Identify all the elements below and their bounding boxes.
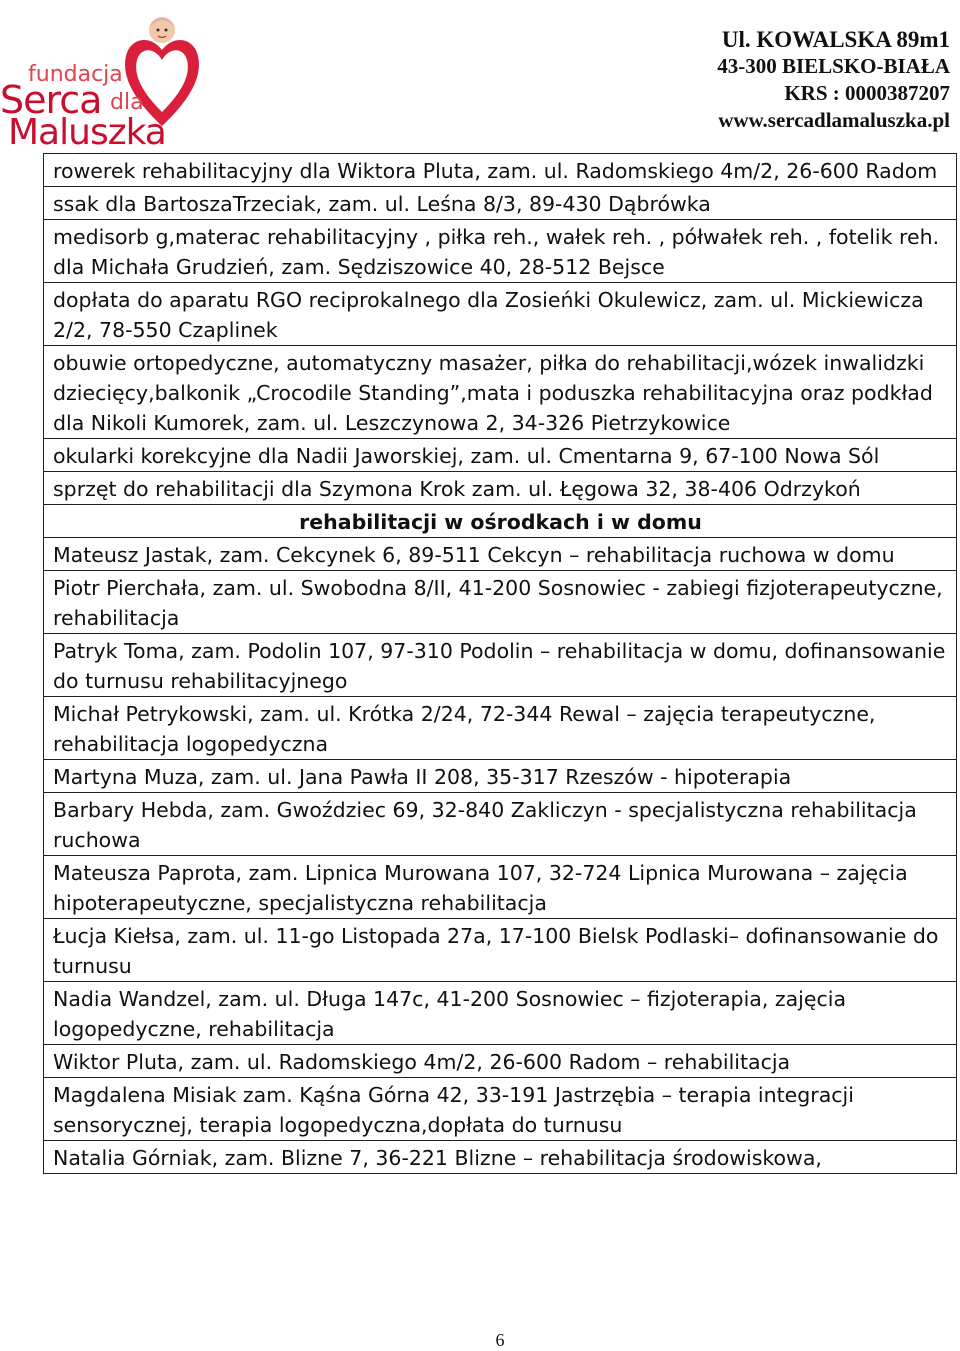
table-cell: ssak dla BartoszaTrzeciak, zam. ul. Leśna 8/3, 89-430 Dąbrówka [44,187,957,220]
table-cell: Michał Petrykowski, zam. ul. Krótka 2/24, 72-344 Rewal – zajęcia terapeutyczne, rehabilitacja logopedyczna [44,697,957,760]
table-cell: Magdalena Misiak zam. Kąśna Górna 42, 33-191 Jastrzębia – terapia integracji sensorycznej, terapia logopedyczna,dopłata do turnusu [44,1078,957,1141]
table-row [44,439,957,472]
logo-word-serca: Serca [0,78,102,122]
table-row [44,1078,957,1141]
table-row [44,982,957,1045]
table-cell: Patryk Toma, zam. Podolin 107, 97-310 Podolin – rehabilitacja w domu, dofinansowanie do turnusu rehabilitacyjnego [44,634,957,697]
table-row [44,472,957,505]
donations-table [43,153,957,1174]
table-cell: dopłata do aparatu RGO reciprokalnego dla Zosieńki Okulewicz, zam. ul. Mickiewicza 2/2, 78-550 Czaplinek [44,283,957,346]
section-header-row [44,505,957,538]
table-row [44,346,957,439]
address-website-link[interactable]: www.sercadlamaluszka.pl [718,108,950,132]
logo-word-maluszka: Maluszka [8,112,166,153]
address-block [717,26,950,134]
table-cell: Nadia Wandzel, zam. ul. Długa 147c, 41-200 Sosnowiec – fizjoterapia, zajęcia logopedyczne, rehabilitacja [44,982,957,1045]
table-cell: Natalia Górniak, zam. Blizne 7, 36-221 Blizne – rehabilitacja środowiskowa, [44,1141,957,1174]
table-cell: okularki korekcyjne dla Nadii Jaworskiej, zam. ul. Cmentarna 9, 67-100 Nowa Sól [44,439,957,472]
table-cell: medisorb g,materac rehabilitacyjny , piłka reh., wałek reh. , półwałek reh. , fotelik reh. dla Michała Grudzień, zam. Sędziszowice 40, 28-512 Bejsce [44,220,957,283]
table-row [44,856,957,919]
table-row [44,1141,957,1174]
table-row [44,571,957,634]
logo-word-dla: dla [110,90,144,115]
table-cell: sprzęt do rehabilitacji dla Szymona Krok zam. ul. Łęgowa 32, 38-406 Odrzykoń [44,472,957,505]
table-row [44,760,957,793]
section-header-cell: rehabilitacji w ośrodkach i w domu [44,505,957,538]
table-row [44,793,957,856]
table-cell: Mateusza Paprota, zam. Lipnica Murowana 107, 32-724 Lipnica Murowana – zajęcia hipoterapeutyczne, specjalistyczna rehabilitacja [44,856,957,919]
table-row [44,697,957,760]
table-row [44,154,957,187]
table-cell: Wiktor Pluta, zam. ul. Radomskiego 4m/2, 26-600 Radom – rehabilitacja [44,1045,957,1078]
table-row [44,538,957,571]
table-cell: obuwie ortopedyczne, automatyczny masażer, piłka do rehabilitacji,wózek inwalidzki dziecięcy,balkonik „Crocodile Standing”,mata i poduszka rehabilitacyjna oraz podkład dla Nikoli Kumorek, zam. ul. Leszczynowa 2, 34-326 Pietrzykowice [44,346,957,439]
address-krs: KRS : 0000387207 [784,81,950,105]
address-street: Ul. KOWALSKA 89m1 [721,27,950,52]
table-row [44,634,957,697]
table-cell: Mateusz Jastak, zam. Cekcynek 6, 89-511 Cekcyn – rehabilitacja ruchowa w domu [44,538,957,571]
page-number: 6 [495,1330,505,1350]
foundation-logo [0,0,210,155]
table-row [44,919,957,982]
donations-table-body [44,154,957,1174]
table-cell: Piotr Pierchała, zam. ul. Swobodna 8/II, 41-200 Sosnowiec - zabiegi fizjoterapeutyczne, rehabilitacja [44,571,957,634]
table-row [44,283,957,346]
logo-word-fundacja: fundacja [28,62,123,87]
table-row [44,187,957,220]
table-cell: Łucja Kiełsa, zam. ul. 11-go Listopada 27a, 17-100 Bielsk Podlaski– dofinansowanie do turnusu [44,919,957,982]
table-cell: rowerek rehabilitacyjny dla Wiktora Pluta, zam. ul. Radomskiego 4m/2, 26-600 Radom [44,154,957,187]
table-cell: Martyna Muza, zam. ul. Jana Pawła II 208, 35-317 Rzeszów - hipoterapia [44,760,957,793]
table-row [44,220,957,283]
table-cell: Barbary Hebda, zam. Gwoździec 69, 32-840 Zakliczyn - specjalistyczna rehabilitacja ruchowa [44,793,957,856]
table-row [44,1045,957,1078]
address-city: 43-300 BIELSKO-BIAŁA [717,54,950,78]
